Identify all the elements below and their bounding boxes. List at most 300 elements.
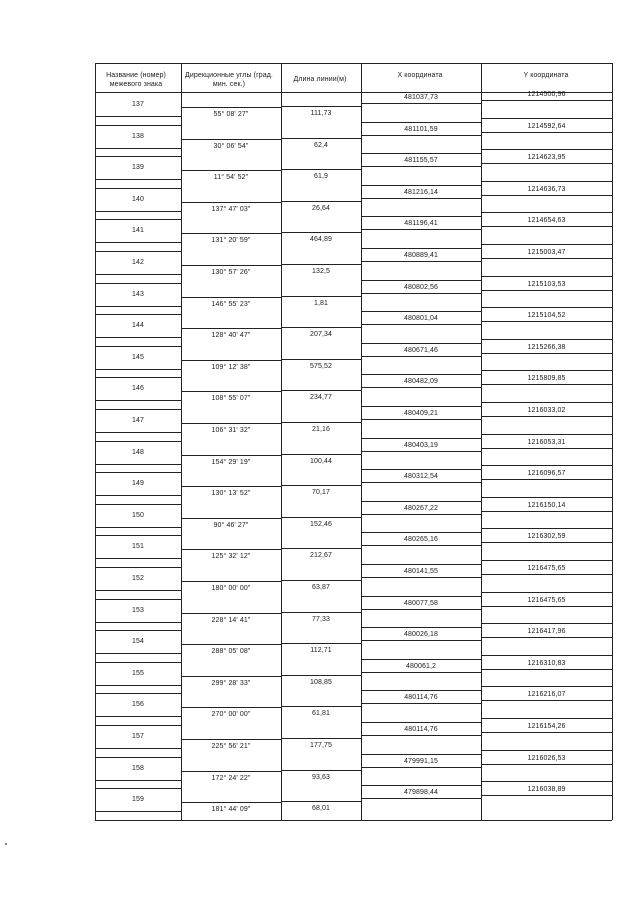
- table-row-rule: [481, 686, 612, 687]
- line-length: 111,73: [310, 110, 332, 117]
- x-coordinate: 480671,46: [404, 346, 438, 354]
- table-row-rule: [481, 370, 612, 371]
- table-row-rule: [361, 659, 481, 660]
- direction-angle: 125° 32' 12": [211, 553, 251, 561]
- line-length: 112,71: [310, 647, 332, 655]
- marker-name: 140: [132, 195, 144, 203]
- table-row-rule: [95, 811, 181, 812]
- x-coordinate: 480141,55: [404, 568, 438, 575]
- direction-angle: 30° 06' 54": [213, 142, 249, 150]
- table-row-rule: [481, 574, 612, 575]
- table-row-rule: [281, 485, 361, 486]
- line-length: 100,44: [309, 457, 332, 465]
- table-row-rule: [281, 675, 361, 676]
- table-row-rule: [95, 820, 612, 821]
- table-row-rule: [361, 387, 481, 388]
- table-row-rule: [281, 296, 361, 297]
- marker-name: 141: [132, 227, 144, 235]
- table-row-rule: [361, 185, 481, 186]
- table-row-rule: [281, 643, 361, 644]
- table-row-rule: [95, 400, 181, 401]
- marker-name: 145: [132, 353, 144, 361]
- table-row-rule: [361, 469, 481, 470]
- table-row-rule: [95, 685, 181, 686]
- direction-angle: 109° 12' 38": [211, 363, 251, 371]
- table-row-rule: [95, 306, 181, 307]
- table-row-rule: [281, 359, 361, 360]
- table-row-rule: [481, 637, 612, 638]
- marker-name: 155: [132, 669, 144, 677]
- table-row-rule: [361, 153, 481, 154]
- table-row-rule: [95, 464, 181, 465]
- direction-angle: 106° 31' 32": [211, 427, 251, 434]
- table-row-rule: [281, 232, 361, 233]
- x-coordinate: 481155,57: [404, 157, 438, 165]
- table-row-rule: [95, 283, 181, 284]
- table-row-rule: [361, 577, 481, 578]
- table-row-rule: [361, 406, 481, 407]
- x-coordinate: 480409,21: [404, 410, 438, 417]
- table-row-rule: [95, 590, 181, 591]
- table-row-rule: [481, 195, 612, 196]
- table-row-rule: [361, 482, 481, 483]
- table-row-rule: [95, 748, 181, 749]
- header-y-coordinate: Y координата: [523, 72, 569, 79]
- table-row-rule: [181, 265, 281, 266]
- marker-name: 137: [132, 101, 144, 108]
- table-row-rule: [361, 293, 481, 294]
- table-row-rule: [95, 179, 181, 180]
- table-row-rule: [481, 465, 612, 466]
- table-row-rule: [481, 655, 612, 656]
- line-length: 108,85: [309, 678, 332, 686]
- marker-name: 158: [132, 764, 144, 772]
- marker-name: 149: [132, 480, 144, 488]
- table-row-rule: [481, 416, 612, 417]
- table-row-rule: [95, 599, 181, 600]
- table-row-rule: [181, 771, 281, 772]
- table-row-rule: [361, 798, 481, 799]
- table-row-rule: [481, 163, 612, 164]
- table-row-rule: [361, 722, 481, 723]
- table-column-rule: [612, 63, 613, 820]
- table-row-rule: [181, 581, 281, 582]
- table-row-rule: [481, 718, 612, 719]
- table-row-rule: [281, 770, 361, 771]
- direction-angle: 90° 46' 27": [213, 521, 249, 529]
- table-row-rule: [361, 311, 481, 312]
- table-row-rule: [481, 384, 612, 385]
- table-row-rule: [361, 103, 481, 104]
- y-coordinate: 1214654,63: [527, 217, 566, 225]
- table-row-rule: [361, 703, 481, 704]
- table-row-rule: [361, 451, 481, 452]
- table-row-rule: [281, 454, 361, 455]
- table-row-rule: [181, 549, 281, 550]
- line-length: 234,77: [309, 394, 332, 402]
- table-row-rule: [481, 781, 612, 782]
- direction-angle: 172° 24' 22": [211, 774, 251, 782]
- direction-angle: 225° 56' 21": [211, 743, 251, 750]
- y-coordinate: 1216150,14: [527, 501, 566, 509]
- table-row-rule: [481, 623, 612, 624]
- x-coordinate: 481216,14: [404, 188, 438, 196]
- table-row-rule: [361, 640, 481, 641]
- table-row-rule: [181, 802, 281, 803]
- table-row-rule: [281, 327, 361, 328]
- table-row-rule: [481, 321, 612, 322]
- table-row-rule: [361, 374, 481, 375]
- table-row-rule: [361, 324, 481, 325]
- line-length: 1,81: [313, 299, 329, 307]
- y-coordinate: 1216475,65: [527, 596, 566, 604]
- table-row-rule: [361, 514, 481, 515]
- y-coordinate: 1215003,47: [527, 249, 566, 256]
- table-row-rule: [481, 750, 612, 751]
- y-coordinate: 1216475,65: [527, 565, 566, 572]
- x-coordinate: 480889,41: [404, 252, 438, 259]
- table-row-rule: [481, 276, 612, 277]
- y-coordinate: 1216154,26: [527, 723, 566, 730]
- line-length: 63,87: [311, 584, 331, 591]
- table-row-rule: [95, 125, 181, 126]
- table-row-rule: [361, 785, 481, 786]
- table-row-rule: [181, 486, 281, 487]
- table-row-rule: [181, 644, 281, 645]
- table-row-rule: [361, 419, 481, 420]
- table-row-rule: [361, 261, 481, 262]
- y-coordinate: 1216053,31: [527, 438, 566, 446]
- table-row-rule: [95, 662, 181, 663]
- table-row-rule: [95, 242, 181, 243]
- marker-name: 142: [132, 259, 144, 266]
- direction-angle: 270° 00' 00": [211, 711, 251, 719]
- table-row-rule: [361, 532, 481, 533]
- table-row-rule: [181, 139, 281, 140]
- table-row-rule: [361, 216, 481, 217]
- direction-angle: 154° 29' 19": [211, 458, 251, 466]
- table-row-rule: [95, 757, 181, 758]
- marker-name: 153: [132, 606, 144, 614]
- table-row-rule: [481, 700, 612, 701]
- table-row-rule: [481, 402, 612, 403]
- table-row-rule: [361, 596, 481, 597]
- table-row-rule: [95, 314, 181, 315]
- table-row-rule: [95, 409, 181, 410]
- table-row-rule: [481, 511, 612, 512]
- table-row-rule: [481, 732, 612, 733]
- table-row-rule: [361, 229, 481, 230]
- table-row-rule: [481, 479, 612, 480]
- table-row-rule: [481, 592, 612, 593]
- table-row-rule: [281, 138, 361, 139]
- table-row-rule: [95, 693, 181, 694]
- table-row-rule: [281, 106, 361, 107]
- table-row-rule: [95, 504, 181, 505]
- table-row-rule: [181, 297, 281, 298]
- table-row-rule: [281, 612, 361, 613]
- direction-angle: 180° 00' 00": [211, 585, 251, 592]
- table-row-rule: [361, 672, 481, 673]
- marker-name: 159: [132, 796, 144, 804]
- y-coordinate: 1215809,85: [527, 375, 566, 383]
- y-coordinate: 1214592,64: [527, 122, 566, 130]
- x-coordinate: 479991,15: [404, 757, 438, 765]
- table-row-rule: [181, 739, 281, 740]
- x-coordinate: 480267,22: [404, 504, 438, 512]
- table-row-rule: [281, 706, 361, 707]
- table-row-rule: [481, 181, 612, 182]
- x-coordinate: 480801,04: [404, 315, 438, 323]
- marker-name: 148: [132, 448, 144, 456]
- line-length: 70,17: [311, 489, 331, 497]
- x-coordinate: 481101,59: [404, 125, 438, 133]
- table-row-rule: [95, 337, 181, 338]
- y-coordinate: 1214636,73: [527, 185, 566, 193]
- direction-angle: 128° 40' 47": [211, 332, 251, 340]
- table-row-rule: [281, 201, 361, 202]
- table-row-rule: [361, 438, 481, 439]
- table-row-rule: [361, 122, 481, 123]
- y-coordinate: 1216038,89: [527, 786, 566, 794]
- table-row-rule: [95, 527, 181, 528]
- y-coordinate: 1214500,96: [527, 91, 566, 98]
- table-row-rule: [95, 441, 181, 442]
- table-row-rule: [481, 244, 612, 245]
- marker-name: 139: [132, 164, 144, 172]
- x-coordinate: 480114,76: [404, 726, 438, 733]
- line-length: 207,34: [309, 331, 332, 339]
- x-coordinate: 480403,19: [404, 441, 438, 449]
- marker-name: 150: [132, 511, 144, 519]
- line-length: 93,63: [311, 773, 331, 781]
- y-coordinate: 1216026,53: [527, 754, 566, 762]
- x-coordinate: 480026,18: [404, 631, 438, 639]
- line-length: 21,16: [311, 426, 331, 433]
- table-row-rule: [95, 788, 181, 789]
- table-row-rule: [95, 346, 181, 347]
- table-row-rule: [481, 149, 612, 150]
- table-row-rule: [95, 567, 181, 568]
- direction-angle: 55° 08' 27": [213, 111, 249, 118]
- direction-angle: 11° 54' 52": [213, 174, 249, 182]
- line-length: 68,01: [311, 805, 331, 813]
- header-x-coordinate: X координата: [397, 72, 443, 79]
- table-row-rule: [181, 107, 281, 108]
- line-length: 575,52: [309, 362, 332, 370]
- table-row-rule: [181, 423, 281, 424]
- header-marker-name: Название (номер) межевого знака: [106, 72, 166, 88]
- table-row-rule: [481, 353, 612, 354]
- table-row-rule: [361, 564, 481, 565]
- table-row-rule: [481, 226, 612, 227]
- table-row-rule: [181, 518, 281, 519]
- y-coordinate: 1216096,57: [527, 470, 566, 478]
- table-row-rule: [95, 716, 181, 717]
- direction-angle: 137° 47' 03": [211, 205, 251, 213]
- marker-name: 138: [132, 132, 144, 140]
- y-coordinate: 1215104,52: [527, 312, 566, 320]
- direction-angle: 181° 44' 09": [211, 806, 251, 814]
- table-row-rule: [95, 148, 181, 149]
- table-row-rule: [281, 580, 361, 581]
- x-coordinate: 480802,56: [404, 283, 438, 291]
- table-row-rule: [95, 472, 181, 473]
- x-coordinate: 480265,16: [404, 536, 438, 544]
- x-coordinate: 480482,09: [404, 378, 438, 386]
- line-length: 62,4: [313, 141, 329, 149]
- table-row-rule: [95, 188, 181, 189]
- table-row-rule: [281, 548, 361, 549]
- scan-artifact: [5, 843, 7, 845]
- table-row-rule: [181, 328, 281, 329]
- table-row-rule: [481, 100, 612, 101]
- table-row-rule: [95, 219, 181, 220]
- table-row-rule: [281, 517, 361, 518]
- line-length: 464,89: [309, 236, 332, 244]
- table-row-rule: [95, 725, 181, 726]
- table-row-rule: [95, 63, 612, 64]
- x-coordinate: 480061,2: [406, 662, 436, 670]
- table-row-rule: [481, 560, 612, 561]
- header-line-length: Длина линии(м): [293, 76, 347, 83]
- table-row-rule: [361, 343, 481, 344]
- table-row-rule: [281, 264, 361, 265]
- table-row-rule: [181, 202, 281, 203]
- y-coordinate: 1214623,95: [527, 154, 566, 162]
- table-row-rule: [181, 170, 281, 171]
- table-row-rule: [181, 360, 281, 361]
- table-row-rule: [181, 613, 281, 614]
- line-length: 77,33: [311, 615, 331, 623]
- table-row-rule: [281, 169, 361, 170]
- x-coordinate: 480114,76: [404, 694, 438, 702]
- y-coordinate: 1215103,53: [527, 280, 566, 288]
- table-row-rule: [95, 780, 181, 781]
- table-row-rule: [481, 258, 612, 259]
- line-length: 61,81: [311, 710, 331, 718]
- table-row-rule: [481, 764, 612, 765]
- y-coordinate: 1216417,96: [527, 628, 566, 636]
- line-length: 152,46: [309, 520, 332, 528]
- table-row-rule: [181, 233, 281, 234]
- direction-angle: 299° 28' 33": [211, 679, 251, 687]
- line-length: 212,67: [309, 552, 332, 560]
- table-row-rule: [95, 622, 181, 623]
- direction-angle: 130° 13' 52": [211, 490, 251, 498]
- table-row-rule: [181, 455, 281, 456]
- table-row-rule: [361, 545, 481, 546]
- table-row-rule: [361, 248, 481, 249]
- table-row-rule: [361, 754, 481, 755]
- table-row-rule: [361, 501, 481, 502]
- marker-name: 151: [132, 543, 144, 551]
- table-row-rule: [281, 738, 361, 739]
- line-length: 177,75: [309, 742, 332, 749]
- table-row-rule: [361, 690, 481, 691]
- table-row-rule: [95, 653, 181, 654]
- table-row-rule: [281, 801, 361, 802]
- table-row-rule: [361, 166, 481, 167]
- header-direction-angle: Дирекционные углы (град. мин. сек.): [185, 72, 273, 88]
- marker-name: 144: [132, 322, 144, 330]
- table-row-rule: [95, 535, 181, 536]
- table-row-rule: [281, 422, 361, 423]
- table-row-rule: [481, 434, 612, 435]
- x-coordinate: 479898,44: [404, 789, 438, 797]
- y-coordinate: 1216310,83: [527, 659, 566, 667]
- table-row-rule: [95, 630, 181, 631]
- x-coordinate: 480077,58: [404, 599, 438, 607]
- y-coordinate: 1215266,38: [527, 343, 566, 351]
- table-row-rule: [181, 707, 281, 708]
- table-row-rule: [95, 156, 181, 157]
- direction-angle: 131° 20' 59": [211, 237, 251, 245]
- table-row-rule: [95, 211, 181, 212]
- y-coordinate: 1216216,07: [527, 691, 566, 699]
- survey-coordinates-table: [95, 63, 612, 820]
- y-coordinate: 1216302,59: [527, 533, 566, 541]
- table-row-rule: [95, 274, 181, 275]
- table-row-rule: [181, 676, 281, 677]
- table-row-rule: [361, 627, 481, 628]
- table-row-rule: [95, 377, 181, 378]
- line-length: 26,64: [311, 204, 331, 212]
- table-row-rule: [95, 495, 181, 496]
- table-row-rule: [481, 448, 612, 449]
- table-row-rule: [481, 528, 612, 529]
- table-row-rule: [361, 735, 481, 736]
- marker-name: 147: [132, 417, 144, 424]
- table-row-rule: [361, 609, 481, 610]
- table-row-rule: [95, 369, 181, 370]
- table-row-rule: [481, 669, 612, 670]
- table-row-rule: [95, 432, 181, 433]
- table-row-rule: [95, 558, 181, 559]
- marker-name: 154: [132, 638, 144, 646]
- marker-name: 143: [132, 290, 144, 298]
- table-row-rule: [361, 198, 481, 199]
- table-row-rule: [361, 767, 481, 768]
- table-row-rule: [481, 212, 612, 213]
- table-row-rule: [181, 391, 281, 392]
- table-row-rule: [361, 356, 481, 357]
- table-row-rule: [95, 116, 181, 117]
- table-row-rule: [481, 497, 612, 498]
- marker-name: 152: [132, 575, 144, 582]
- direction-angle: 288° 05' 08": [211, 648, 251, 656]
- table-row-rule: [281, 390, 361, 391]
- table-row-rule: [481, 606, 612, 607]
- marker-name: 157: [132, 733, 144, 740]
- marker-name: 146: [132, 385, 144, 393]
- table-row-rule: [95, 251, 181, 252]
- table-row-rule: [481, 307, 612, 308]
- direction-angle: 108° 55' 07": [211, 395, 251, 403]
- direction-angle: 146° 55' 23": [211, 300, 251, 308]
- line-length: 132,5: [311, 268, 331, 275]
- marker-name: 156: [132, 701, 144, 709]
- table-row-rule: [481, 795, 612, 796]
- table-row-rule: [361, 280, 481, 281]
- direction-angle: 228° 14' 41": [211, 616, 251, 624]
- table-row-rule: [481, 339, 612, 340]
- table-row-rule: [481, 542, 612, 543]
- x-coordinate: 481037,73: [404, 94, 438, 101]
- table-row-rule: [361, 135, 481, 136]
- x-coordinate: 481196,41: [404, 220, 438, 228]
- line-length: 61,9: [313, 173, 329, 181]
